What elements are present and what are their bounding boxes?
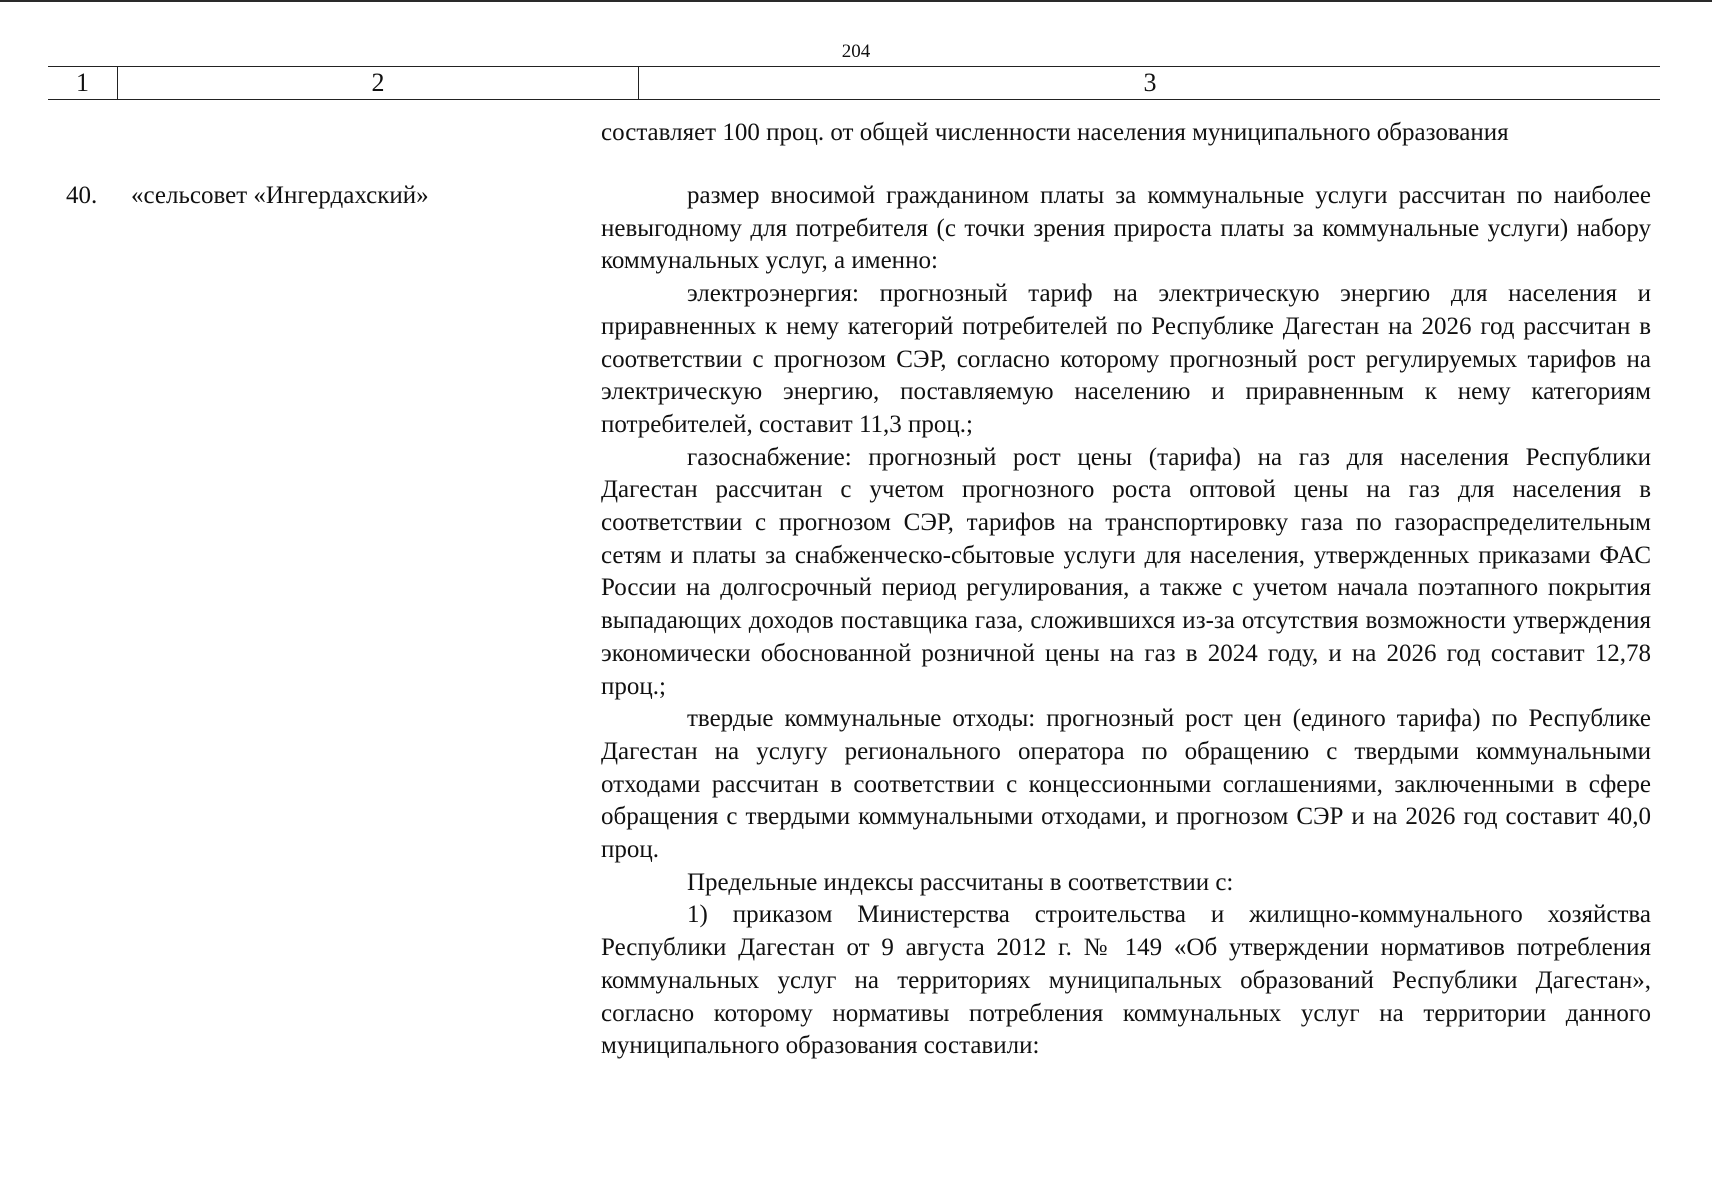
entry-number: 40. xyxy=(66,182,98,209)
paragraph-indices-intro: Предельные индексы рассчитаны в соответствии с: xyxy=(687,868,1234,896)
table-header-col-2: 2 xyxy=(118,67,639,99)
table-header-col-1: 1 xyxy=(48,67,118,99)
paragraph-electricity: электроэнергия: прогнозный тариф на электрическую энергию для населения и приравненных к нему категорий потребителей по Республике Дагестан на 2026 год рассчитан в соответствии с прогнозом СЭР, согласно которому прогнозный рост регулируемых тарифов на электрическую энергию, поставляемую населению и приравненным к нему категориям потребителей, составит 11,3 проц.; xyxy=(601,280,1651,438)
entry-name: «сельсовет «Ингердахский» xyxy=(131,182,429,209)
paragraph-gas-supply: газоснабжение: прогнозный рост цены (тарифа) на газ для населения Республики Дагестан рассчитан с учетом прогнозного роста оптовой цены на газ для населения в соответствии с прогнозом СЭР, тарифов на транспортировку газа по газораспределительным сетям и платы за снабженческо-сбытовые услуги для населения, утвержденных приказами ФАС России на долгосрочный период регулирования, а также с учетом начала поэтапного покрытия выпадающих доходов поставщика газа, сложившихся из-за отсутствия возможности утверждения экономически обоснованной розничной цены на газ в 2024 году, и на 2026 год составит 12,78 проц.; xyxy=(601,443,1651,700)
page-number: 204 xyxy=(841,41,871,62)
table-header-col-3: 3 xyxy=(1143,68,1157,97)
paragraph-solid-waste: твердые коммунальные отходы: прогнозный рост цен (единого тарифа) по Республике Дагестан на услугу регионального оператора по обращению с твердыми коммунальными отходами рассчитан в соответствии с концессионными соглашениями, заключенными в сфере обращения с твердыми коммунальными отходами, и прогнозом СЭР и на 2026 год составит 40,0 проц. xyxy=(601,705,1651,864)
entry-description xyxy=(601,180,1651,1063)
paragraph-payment-size: размер вносимой гражданином платы за коммунальные услуги рассчитан по наиболее невыгодному для потребителя (с точки зрения прироста платы за коммунальные услуги) набору коммунальных услуг, а именно: xyxy=(601,182,1651,275)
continuation-text: составляет 100 проц. от общей численности населения муниципального образования xyxy=(601,119,1509,146)
table-header-row xyxy=(48,66,1660,100)
paragraph-ministry-order: 1) приказом Министерства строительства и жилищно-коммунального хозяйства Республики Дагестан от 9 августа 2012 г. № 149 «Об утверждении нормативов потребления коммунальных услуг на территориях муниципальных образований Республики Дагестан», согласно которому нормативы потребления коммунальных услуг на территории данного муниципального образования составили: xyxy=(601,901,1651,1060)
scan-edge-line xyxy=(0,0,1712,2)
